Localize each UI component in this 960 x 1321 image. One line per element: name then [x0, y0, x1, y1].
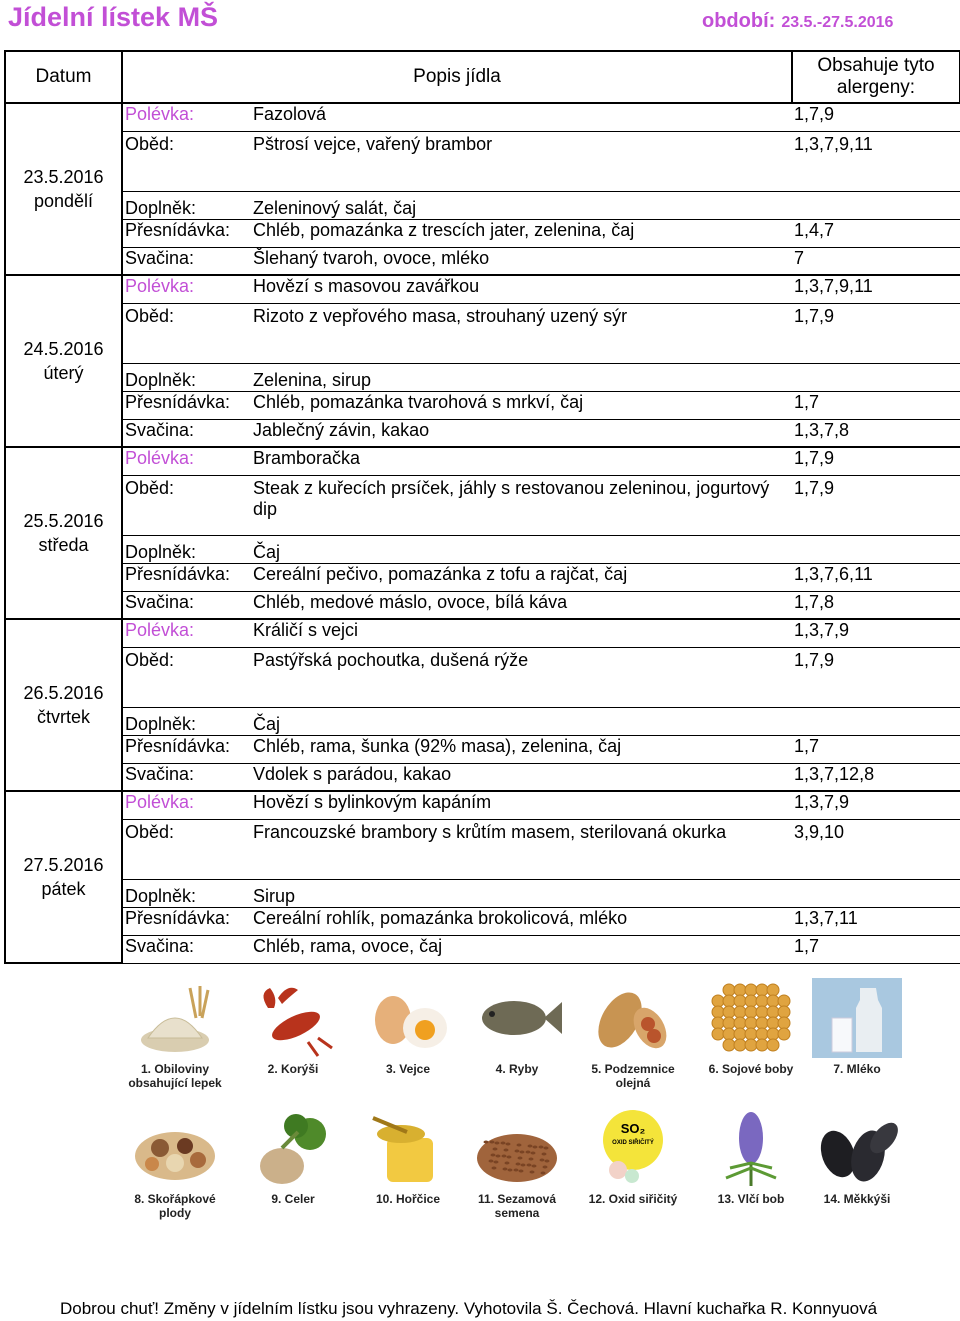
allergen-item — [696, 1108, 806, 1206]
header-description: Popis jídla — [122, 51, 792, 103]
meal-description: Hovězí s bylinkovým kapáním — [251, 791, 792, 819]
allergen-item — [462, 978, 572, 1076]
meal-label: Polévka: — [122, 619, 251, 647]
meal-allergens — [792, 879, 960, 907]
table-header-row — [5, 51, 960, 103]
table-row — [5, 935, 960, 963]
day-weekday: středa — [38, 535, 89, 555]
meal-allergens: 3,9,10 — [792, 819, 960, 879]
day-cell — [5, 275, 122, 447]
allergen-item — [802, 1108, 912, 1206]
meal-description: Vdolek s parádou, kakao — [251, 763, 792, 791]
so2-badge-subtext: OXID SIŘIČITÝ — [612, 1140, 654, 1146]
meal-allergens: 1,7,9 — [792, 647, 960, 707]
day-cell — [5, 103, 122, 275]
meal-description: Steak z kuřecích prsíček, jáhly s restovanou zeleninou, jogurtový dip — [251, 475, 792, 535]
allergen-label: 2. Korýši — [267, 1062, 319, 1076]
table-row — [5, 879, 960, 907]
menu-body — [5, 103, 960, 963]
meal-description: Hovězí s masovou zavářkou — [251, 275, 792, 303]
table-row — [5, 563, 960, 591]
allergen-label: 11. Sezamová semena — [477, 1192, 557, 1220]
peanut-icon — [588, 978, 678, 1058]
allergen-label: 7. Mléko — [833, 1062, 881, 1076]
allergen-item — [353, 1108, 463, 1206]
meal-allergens: 1,3,7,9 — [792, 619, 960, 647]
day-cell — [5, 447, 122, 619]
meal-label: Přesnídávka: — [122, 735, 251, 763]
meal-label: Oběd: — [122, 647, 251, 707]
table-row — [5, 363, 960, 391]
so2-icon — [588, 1108, 678, 1188]
allergen-label: 12. Oxid siřičitý — [588, 1192, 678, 1206]
day-weekday: čtvrtek — [36, 707, 90, 727]
allergen-label: 4. Ryby — [495, 1062, 539, 1076]
milk-icon — [812, 978, 902, 1058]
table-row — [5, 907, 960, 935]
allergen-item — [120, 978, 230, 1090]
meal-label: Přesnídávka: — [122, 219, 251, 247]
egg-icon — [363, 978, 453, 1058]
meal-description: Chléb, pomazánka tvarohová s mrkví, čaj — [251, 391, 792, 419]
meal-allergens: 1,7 — [792, 935, 960, 963]
table-row — [5, 447, 960, 475]
lupin-icon — [706, 1108, 796, 1188]
meal-description: Králičí s vejci — [251, 619, 792, 647]
table-row — [5, 303, 960, 363]
table-row — [5, 103, 960, 131]
meal-label: Doplněk: — [122, 535, 251, 563]
day-date: 23.5.2016 — [23, 167, 104, 187]
day-cell — [5, 791, 122, 963]
meal-description: Čaj — [251, 535, 792, 563]
meal-description: Zelenina, sirup — [251, 363, 792, 391]
meal-label: Svačina: — [122, 763, 251, 791]
meal-allergens: 1,3,7,9 — [792, 791, 960, 819]
meal-allergens: 1,7 — [792, 735, 960, 763]
meal-allergens — [792, 535, 960, 563]
meal-description: Chléb, medové máslo, ovoce, bílá káva — [251, 591, 792, 619]
meal-label: Doplněk: — [122, 707, 251, 735]
meal-label: Oběd: — [122, 303, 251, 363]
allergen-label: 13. Vlčí bob — [717, 1192, 785, 1206]
day-date: 25.5.2016 — [23, 511, 104, 531]
allergen-label: 5. Podzemnice olejná — [591, 1062, 675, 1090]
meal-label: Svačina: — [122, 419, 251, 447]
meal-description: Cereální pečivo, pomazánka z tofu a rajčat, čaj — [251, 563, 792, 591]
meal-allergens: 1,3,7,12,8 — [792, 763, 960, 791]
meal-allergens — [792, 191, 960, 219]
table-row — [5, 191, 960, 219]
table-row — [5, 707, 960, 735]
mussel-icon — [812, 1108, 902, 1188]
table-row — [5, 247, 960, 275]
day-cell — [5, 619, 122, 791]
allergen-item — [578, 978, 688, 1090]
allergen-label: 6. Sojové boby — [708, 1062, 794, 1076]
allergen-item — [462, 1108, 572, 1220]
table-row — [5, 475, 960, 535]
meal-description: Cereální rohlík, pomazánka brokolicová, mléko — [251, 907, 792, 935]
meal-description: Zeleninový salát, čaj — [251, 191, 792, 219]
meal-description: Bramboračka — [251, 447, 792, 475]
header-allergens: Obsahuje tyto alergeny: — [792, 51, 960, 103]
day-date: 27.5.2016 — [23, 855, 104, 875]
meal-description: Fazolová — [251, 103, 792, 131]
meal-description: Francouzské brambory s krůtím masem, sterilovaná okurka — [251, 819, 792, 879]
meal-description: Chléb, rama, šunka (92% masa), zelenina, čaj — [251, 735, 792, 763]
meal-label: Svačina: — [122, 247, 251, 275]
meal-label: Oběd: — [122, 819, 251, 879]
sesame-icon — [472, 1108, 562, 1188]
allergen-label: 1. Obiloviny obsahující lepek — [128, 1062, 222, 1090]
soybean-icon — [706, 978, 796, 1058]
allergen-item — [238, 978, 348, 1076]
header-date: Datum — [5, 51, 122, 103]
meal-label: Svačina: — [122, 935, 251, 963]
meal-label: Oběd: — [122, 131, 251, 191]
period — [702, 10, 893, 33]
so2-badge-text: SO₂ — [620, 1121, 646, 1136]
meal-allergens: 1,3,7,9,11 — [792, 131, 960, 191]
table-row — [5, 535, 960, 563]
meal-description: Čaj — [251, 707, 792, 735]
table-row — [5, 647, 960, 707]
day-weekday: pondělí — [33, 191, 94, 211]
meal-allergens: 1,3,7,11 — [792, 907, 960, 935]
allergen-item — [578, 1108, 688, 1206]
meal-allergens — [792, 363, 960, 391]
meal-allergens: 1,3,7,8 — [792, 419, 960, 447]
footer-note: Dobrou chuť! Změny v jídelním lístku jsou vyhrazeny. Vyhotovila Š. Čechová. Hlavní kuchařka R. Konnyuová — [60, 1299, 878, 1318]
day-weekday: pátek — [41, 879, 86, 899]
period-label: období: — [702, 10, 776, 32]
meal-label: Přesnídávka: — [122, 907, 251, 935]
meal-label: Polévka: — [122, 791, 251, 819]
meal-allergens: 1,7,9 — [792, 475, 960, 535]
day-weekday: úterý — [43, 363, 84, 383]
meal-allergens: 1,3,7,6,11 — [792, 563, 960, 591]
allergen-item — [120, 1108, 230, 1220]
menu-table — [4, 50, 960, 964]
meal-allergens: 1,7,8 — [792, 591, 960, 619]
meal-label: Polévka: — [122, 103, 251, 131]
meal-allergens: 1,7 — [792, 391, 960, 419]
allergen-item — [353, 978, 463, 1076]
meal-label: Doplněk: — [122, 363, 251, 391]
celery-icon — [248, 1108, 338, 1188]
meal-description: Chléb, pomazánka z trescích jater, zelenina, čaj — [251, 219, 792, 247]
meal-description: Šlehaný tvaroh, ovoce, mléko — [251, 247, 792, 275]
meal-allergens: 7 — [792, 247, 960, 275]
table-row — [5, 791, 960, 819]
mustard-icon — [363, 1108, 453, 1188]
table-row — [5, 419, 960, 447]
meal-description: Jablečný závin, kakao — [251, 419, 792, 447]
meal-label: Oběd: — [122, 475, 251, 535]
meal-label: Polévka: — [122, 275, 251, 303]
table-row — [5, 219, 960, 247]
meal-description: Pštrosí vejce, vařený brambor — [251, 131, 792, 191]
allergen-label: 14. Měkkýši — [823, 1192, 891, 1206]
meal-label: Doplněk: — [122, 879, 251, 907]
table-row — [5, 763, 960, 791]
allergen-item — [238, 1108, 348, 1206]
meal-label: Přesnídávka: — [122, 563, 251, 591]
allergen-legend — [120, 978, 920, 1258]
allergen-item — [696, 978, 806, 1076]
table-row — [5, 275, 960, 303]
meal-allergens — [792, 707, 960, 735]
meal-label: Svačina: — [122, 591, 251, 619]
allergen-item — [802, 978, 912, 1076]
meal-description: Sirup — [251, 879, 792, 907]
meal-description: Chléb, rama, ovoce, čaj — [251, 935, 792, 963]
meal-allergens: 1,7,9 — [792, 303, 960, 363]
crayfish-icon — [248, 978, 338, 1058]
meal-allergens: 1,4,7 — [792, 219, 960, 247]
allergen-label: 8. Skořápkové plody — [134, 1192, 216, 1220]
period-dates: 23.5.-27.5.2016 — [781, 14, 894, 31]
meal-label: Doplněk: — [122, 191, 251, 219]
meal-allergens: 1,3,7,9,11 — [792, 275, 960, 303]
table-row — [5, 391, 960, 419]
meal-allergens: 1,7,9 — [792, 447, 960, 475]
allergen-label: 10. Hořčice — [375, 1192, 441, 1206]
table-row — [5, 735, 960, 763]
day-date: 26.5.2016 — [23, 683, 104, 703]
page-title: Jídelní lístek MŠ — [8, 2, 219, 32]
table-row — [5, 819, 960, 879]
meal-description: Pastýřská pochoutka, dušená rýže — [251, 647, 792, 707]
table-row — [5, 619, 960, 647]
allergen-label: 9. Celer — [271, 1192, 315, 1206]
table-row — [5, 591, 960, 619]
meal-allergens: 1,7,9 — [792, 103, 960, 131]
meal-description: Rizoto z vepřového masa, strouhaný uzený sýr — [251, 303, 792, 363]
allergen-label: 3. Vejce — [385, 1062, 431, 1076]
grain-icon — [130, 978, 220, 1058]
nuts-icon — [130, 1108, 220, 1188]
meal-label: Přesnídávka: — [122, 391, 251, 419]
meal-label: Polévka: — [122, 447, 251, 475]
table-row — [5, 131, 960, 191]
fish-icon — [472, 978, 562, 1058]
day-date: 24.5.2016 — [23, 339, 104, 359]
